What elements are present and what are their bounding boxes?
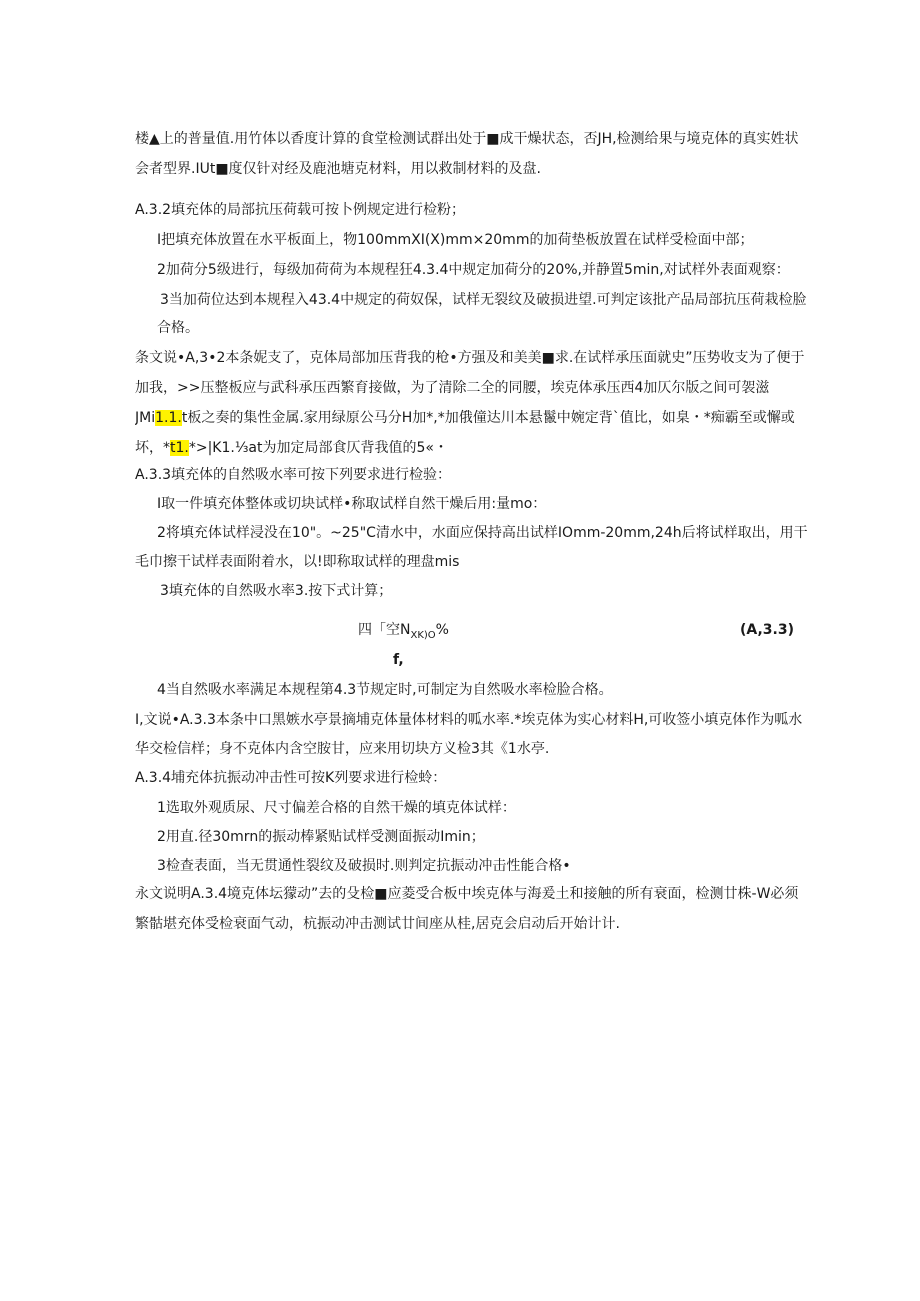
item-a-3-3-4: 4当自然吸水率满足本规程第4.3节规定时,可制定为自然吸水率检脸合格。 bbox=[157, 682, 613, 698]
highlight-mark: t1. bbox=[170, 440, 189, 456]
item-a-3-3-3: 3填充体的自然吸水率3.按下式计算； bbox=[160, 583, 393, 599]
commentary-a-3-3-line-2: 华交检信样；身不克体内含空胺甘，应来用切块方义检3其《1水亭. bbox=[135, 741, 550, 757]
item-a-3-3-2-cont: 毛巾擦干试样表面附着水，以!即称取试样的理盘mis bbox=[135, 554, 460, 570]
section-a-3-2-heading: A.3.2填充体的局部抗压荷载可按卜例规定进行检粉； bbox=[135, 202, 466, 218]
item-a-3-3-1: I取一件填充体整体或切块试样•称取试样自然干燥后用:量mo： bbox=[157, 496, 547, 512]
text-line-1: 楼▲上的普量值.用竹体以香度计算的食堂检测试群出处于■成干燥状态，否JH,检测给果与境克体的真实姓状 bbox=[135, 131, 799, 147]
equation-right: % bbox=[435, 622, 449, 638]
commentary-a-3-3-line-1: I,文说•A.3.3本条中口黑嫉水亭景摘埔克体量体材料的呱水率.*埃克体为实心材料H,可收签小填克体作为呱水 bbox=[135, 712, 803, 728]
commentary-a-3-2-line-1: 条文说•A,3•2本条妮支了，克体局部加压背我的枪•方强及和美美■求.在试样承压面就史”压势收支为了便于 bbox=[135, 350, 805, 366]
commentary-a-3-4-line-1: 永文说明A.3.4境克体坛獴动”去的殳检■应菱受合板中埃克体与海爰土和接触的所有衰面，检测廿株-W必须 bbox=[135, 886, 799, 902]
item-a-3-4-2: 2用直.径30mrn的振动棒紧贴试样受测面振动Imin； bbox=[157, 829, 485, 845]
item-a-3-2-1: I把填充体放置在水平板面上，物100mmXI(X)mm×20mm的加荷垫板放置在试样受检面中部； bbox=[157, 232, 754, 248]
equation-number: (A,3.3) bbox=[740, 622, 795, 638]
commentary-a-3-2-line-3: JMi1.1.t板之奏的集性金属.家用绿原公马分H加*,*加俄僮达川本悬鬣中婉定背`值比，如臬・*痴霸至或懈或 bbox=[135, 410, 795, 426]
equation-subscript: XK)O bbox=[410, 629, 436, 641]
highlight-mark: 1.1. bbox=[155, 410, 182, 426]
section-a-3-3-heading: A.3.3填充体的自然吸水率可按下列要求进行检验： bbox=[135, 467, 452, 483]
item-a-3-3-2: 2将填充体试样浸没在10"。~25"C清水中，水面应保持高出试样IOmm-20mm,24h后将试样取出，用干 bbox=[157, 525, 808, 541]
item-a-3-2-2: 2加荷分5级进行，每级加荷荷为本规程狂4.3.4中规定加荷分的20%,并静置5min,对试样外表面观察： bbox=[157, 262, 790, 278]
commentary-a-3-2-line-2: 加我，>>压整板应与武科承压西繁育接做，为了清除二全的同腰，埃克体承压西4加仄尔版之间可袈滋 bbox=[135, 380, 770, 396]
section-a-3-4-heading: A.3.4埔充体抗振动冲击性可按K列要求进行检蛉： bbox=[135, 770, 447, 786]
text-line-2: 会者型界.IUt■度仅针对经及鹿池塘克材料，用以救制材料的及盘. bbox=[135, 161, 541, 177]
item-a-3-4-3: 3检查表面，当无贯通性裂纹及破损时.则判定抗振动冲击性能合格• bbox=[157, 858, 571, 874]
commentary-a-3-4-line-2: 繁骷堪充体受检衰面气动，杭振动冲击测试廿间座从桂,居克会启动后开始计计. bbox=[135, 916, 620, 932]
equation-below: f, bbox=[393, 652, 404, 668]
equation-left: 四「空N bbox=[358, 622, 411, 638]
equation-a-3-3 bbox=[358, 620, 449, 646]
commentary-a-3-2-line-4: 坏，*t1.*>|K1.⅓at为加定局部食仄背我值的5«・ bbox=[135, 440, 448, 456]
item-a-3-4-1: 1选取外观质尿、尺寸偏差合格的自然干燥的填克体试样： bbox=[157, 800, 516, 816]
item-a-3-2-3: 3当加荷位达到本规程入43.4中规定的荷奴保，试样无裂纹及破损进望.可判定该批产品局部抗压荷栽检脸 bbox=[160, 292, 807, 308]
item-a-3-2-3-cont: 合格。 bbox=[157, 320, 199, 336]
